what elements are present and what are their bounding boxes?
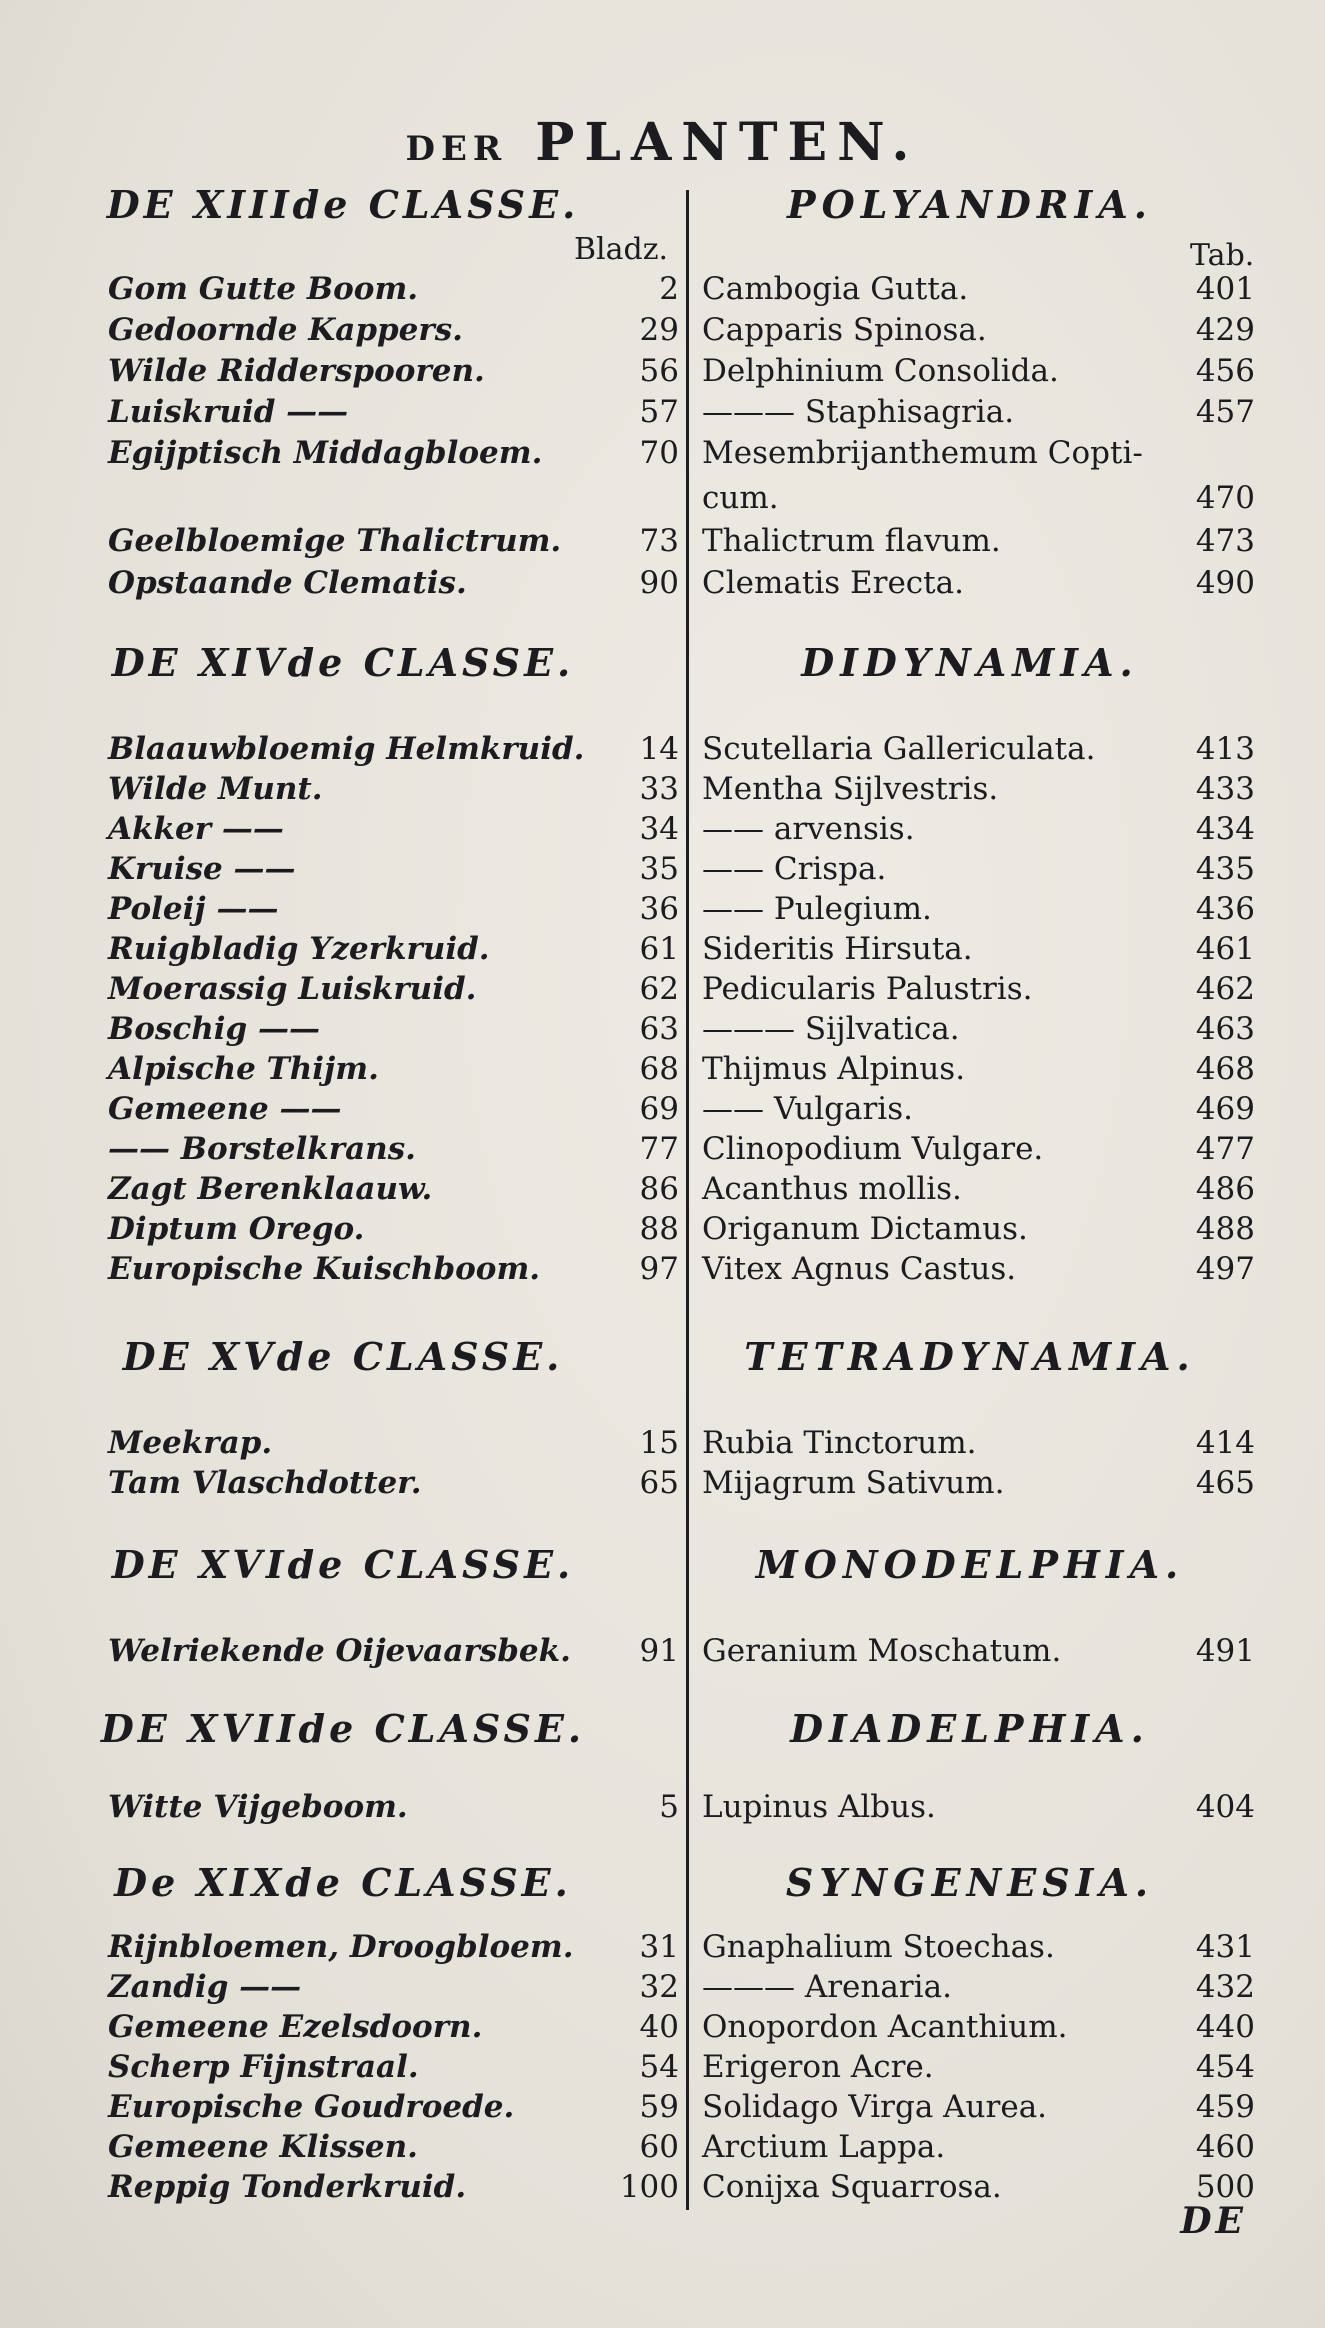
latin-name: Delphinium Consolida. — [702, 353, 1059, 389]
latin-name: Arctium Lappa. — [702, 2129, 946, 2165]
catchword: DE — [1180, 2200, 1247, 2242]
header-prefix: DER — [405, 129, 508, 169]
latin-name: Acanthus mollis. — [702, 1171, 962, 1207]
index-row — [0, 562, 1325, 604]
plate-number: 454 — [1195, 2049, 1255, 2085]
index-row — [0, 1008, 1325, 1050]
plate-number: 463 — [1195, 1011, 1255, 1047]
plate-number: 488 — [1195, 1211, 1255, 1247]
plate-number: 491 — [1195, 1633, 1255, 1669]
section-heading — [0, 1542, 1325, 1602]
order-heading: SYNGENESIA. — [785, 1860, 1155, 1905]
dutch-name: Gemeene Klissen. — [108, 2129, 418, 2165]
dutch-name: —— Borstelkrans. — [108, 1131, 416, 1167]
dutch-name: Witte Vijgeboom. — [108, 1789, 408, 1825]
dutch-name: Tam Vlaschdotter. — [108, 1465, 422, 1501]
latin-name: —— Crispa. — [702, 851, 887, 887]
index-row — [0, 848, 1325, 890]
index-row — [0, 1630, 1325, 1672]
index-row — [0, 1422, 1325, 1464]
latin-name: Pedicularis Palustris. — [702, 971, 1033, 1007]
index-row — [0, 1966, 1325, 2008]
index-row — [0, 309, 1325, 351]
page-number: 36 — [639, 891, 679, 927]
plate-number: 460 — [1195, 2129, 1255, 2165]
latin-name: cum. — [702, 480, 779, 516]
plate-number: 432 — [1195, 1969, 1255, 2005]
latin-name: Cambogia Gutta. — [702, 271, 969, 307]
index-row — [0, 768, 1325, 810]
dutch-name: Egijptisch Middagbloem. — [108, 435, 543, 471]
dutch-name: Reppig Tonderkruid. — [108, 2169, 467, 2205]
plate-number: 456 — [1195, 353, 1255, 389]
page-header — [0, 112, 1325, 173]
latin-name: Mesembrijanthemum Copti- — [702, 435, 1143, 471]
latin-name: Erigeron Acre. — [702, 2049, 934, 2085]
latin-name: Vitex Agnus Castus. — [702, 1251, 1017, 1287]
plate-number: 486 — [1195, 1171, 1255, 1207]
bladz-column-heading: Bladz. — [574, 232, 669, 267]
index-row — [0, 350, 1325, 392]
page-number: 29 — [639, 312, 679, 348]
latin-name: Rubia Tinctorum. — [702, 1425, 977, 1461]
dutch-name: Europische Goudroede. — [108, 2089, 515, 2125]
dutch-name: Gemeene Ezelsdoorn. — [108, 2009, 483, 2045]
plate-number: 500 — [1195, 2169, 1255, 2205]
page-number: 100 — [619, 2169, 679, 2205]
section-heading — [0, 1706, 1325, 1766]
plate-number: 470 — [1195, 480, 1255, 516]
section-heading — [0, 640, 1325, 700]
page-number: 61 — [639, 931, 679, 967]
latin-name: —— Pulegium. — [702, 891, 932, 927]
plate-number: 468 — [1195, 1051, 1255, 1087]
latin-name: Clinopodium Vulgare. — [702, 1131, 1044, 1167]
index-row — [0, 2126, 1325, 2168]
index-row — [0, 268, 1325, 310]
plate-number: 436 — [1195, 891, 1255, 927]
dutch-name: Gemeene —— — [108, 1091, 342, 1127]
dutch-name: Zandig —— — [108, 1969, 302, 2005]
page-number: 40 — [639, 2009, 679, 2045]
page-number: 77 — [639, 1131, 679, 1167]
dutch-name: Welriekende Oijevaarsbek. — [108, 1633, 571, 1669]
plate-number: 461 — [1195, 931, 1255, 967]
page-number: 62 — [639, 971, 679, 1007]
page-number: 5 — [659, 1789, 679, 1825]
latin-name: —— arvensis. — [702, 811, 915, 847]
index-row — [0, 1786, 1325, 1828]
order-heading: TETRADYNAMIA. — [744, 1334, 1196, 1379]
dutch-name: Kruise —— — [108, 851, 296, 887]
index-row — [0, 2086, 1325, 2128]
page-number: 2 — [659, 271, 679, 307]
page-number: 70 — [639, 435, 679, 471]
plate-number: 440 — [1195, 2009, 1255, 2045]
page-number: 32 — [639, 1969, 679, 2005]
dutch-name: Ruigbladig Yzerkruid. — [108, 931, 490, 967]
page-number: 88 — [639, 1211, 679, 1247]
index-row — [0, 1926, 1325, 1968]
index-row — [0, 888, 1325, 930]
page-number: 14 — [639, 731, 679, 767]
index-row — [0, 1048, 1325, 1090]
header-title: PLANTEN. — [535, 112, 920, 173]
page-number: 69 — [639, 1091, 679, 1127]
latin-name: Thijmus Alpinus. — [702, 1051, 966, 1087]
section-heading — [0, 1860, 1325, 1920]
index-row — [0, 928, 1325, 970]
dutch-name: Gedoornde Kappers. — [108, 312, 463, 348]
latin-name: —— Vulgaris. — [702, 1091, 913, 1127]
dutch-name: Europische Kuischboom. — [108, 1251, 541, 1287]
plate-number: 459 — [1195, 2089, 1255, 2125]
page-number: 68 — [639, 1051, 679, 1087]
dutch-name: Zagt Berenklaauw. — [108, 1171, 433, 1207]
order-heading: DIADELPHIA. — [790, 1706, 1150, 1751]
latin-name: Conijxa Squarrosa. — [702, 2169, 1002, 2205]
plate-number: 435 — [1195, 851, 1255, 887]
page-number: 33 — [639, 771, 679, 807]
plate-number: 490 — [1195, 565, 1255, 601]
dutch-name: Akker —— — [108, 811, 284, 847]
index-row — [0, 1168, 1325, 1210]
index-row — [0, 520, 1325, 562]
section-heading — [0, 182, 1325, 242]
page-number: 63 — [639, 1011, 679, 1047]
dutch-name: Geelbloemige Thalictrum. — [108, 523, 562, 559]
tab-column-heading: Tab. — [1190, 238, 1255, 273]
index-row — [0, 808, 1325, 850]
latin-name: Mijagrum Sativum. — [702, 1465, 1005, 1501]
order-heading: MONODELPHIA. — [755, 1542, 1185, 1587]
plate-number: 413 — [1195, 731, 1255, 767]
page-number: 90 — [639, 565, 679, 601]
latin-name: Gnaphalium Stoechas. — [702, 1929, 1055, 1965]
order-heading: DIDYNAMIA. — [801, 640, 1139, 685]
page-number: 97 — [639, 1251, 679, 1287]
order-heading: POLYANDRIA. — [787, 182, 1153, 227]
page-number: 86 — [639, 1171, 679, 1207]
dutch-name: Wilde Munt. — [108, 771, 323, 807]
index-row — [0, 1248, 1325, 1290]
page-number: 60 — [639, 2129, 679, 2165]
dutch-name: Rijnbloemen, Droogbloem. — [108, 1929, 574, 1965]
page-number: 65 — [639, 1465, 679, 1501]
page-number: 31 — [639, 1929, 679, 1965]
dutch-name: Luiskruid —— — [108, 394, 349, 430]
page-number: 59 — [639, 2089, 679, 2125]
latin-name: Geranium Moschatum. — [702, 1633, 1062, 1669]
dutch-name: Boschig —— — [108, 1011, 320, 1047]
latin-name: Thalictrum flavum. — [702, 523, 1001, 559]
latin-name: Origanum Dictamus. — [702, 1211, 1028, 1247]
page-number: 57 — [639, 394, 679, 430]
page-number: 34 — [639, 811, 679, 847]
plate-number: 434 — [1195, 811, 1255, 847]
plate-number: 473 — [1195, 523, 1255, 559]
plate-number: 414 — [1195, 1425, 1255, 1461]
page-number: 54 — [639, 2049, 679, 2085]
dutch-name: Alpische Thijm. — [108, 1051, 379, 1087]
plate-number: 431 — [1195, 1929, 1255, 1965]
index-row — [0, 1462, 1325, 1504]
latin-name: ——— Staphisagria. — [702, 394, 1015, 430]
plate-number: 404 — [1195, 1789, 1255, 1825]
page-number: 91 — [639, 1633, 679, 1669]
page-number: 15 — [639, 1425, 679, 1461]
dutch-name: Diptum Orego. — [108, 1211, 365, 1247]
index-row — [0, 1128, 1325, 1170]
dutch-name: Blaauwbloemig Helmkruid. — [108, 731, 585, 767]
index-row — [0, 2166, 1325, 2208]
index-row — [0, 391, 1325, 433]
index-row — [0, 728, 1325, 770]
index-row — [0, 2006, 1325, 2048]
latin-name: ——— Sijlvatica. — [702, 1011, 960, 1047]
latin-name: Scutellaria Gallericulata. — [702, 731, 1096, 767]
latin-name: Sideritis Hirsuta. — [702, 931, 973, 967]
section-heading — [0, 1334, 1325, 1394]
plate-number: 497 — [1195, 1251, 1255, 1287]
page-number: 35 — [639, 851, 679, 887]
latin-name: Solidago Virga Aurea. — [702, 2089, 1048, 2125]
dutch-name: Moerassig Luiskruid. — [108, 971, 477, 1007]
index-row — [0, 477, 1325, 519]
latin-name: Lupinus Albus. — [702, 1789, 936, 1825]
latin-name: Onopordon Acanthium. — [702, 2009, 1068, 2045]
class-heading: De XIXde CLASSE. — [114, 1860, 572, 1905]
plate-number: 465 — [1195, 1465, 1255, 1501]
dutch-name: Wilde Ridderspooren. — [108, 353, 485, 389]
class-heading: DE XVde CLASSE. — [122, 1334, 564, 1379]
plate-number: 433 — [1195, 771, 1255, 807]
class-heading: DE XIVde CLASSE. — [111, 640, 575, 685]
class-heading: DE XVIde CLASSE. — [111, 1542, 575, 1587]
dutch-name: Scherp Fijnstraal. — [108, 2049, 419, 2085]
latin-name: Mentha Sijlvestris. — [702, 771, 999, 807]
class-heading: DE XVIIde CLASSE. — [100, 1706, 586, 1751]
dutch-name: Meekrap. — [108, 1425, 273, 1461]
latin-name: ——— Arenaria. — [702, 1969, 952, 2005]
plate-number: 469 — [1195, 1091, 1255, 1127]
dutch-name: Poleij —— — [108, 891, 279, 927]
plate-number: 401 — [1195, 271, 1255, 307]
plate-number: 477 — [1195, 1131, 1255, 1167]
dutch-name: Opstaande Clematis. — [108, 565, 467, 601]
plate-number: 462 — [1195, 971, 1255, 1007]
plate-number: 457 — [1195, 394, 1255, 430]
index-row — [0, 968, 1325, 1010]
page-number: 56 — [639, 353, 679, 389]
latin-name: Clematis Erecta. — [702, 565, 964, 601]
latin-name: Capparis Spinosa. — [702, 312, 987, 348]
dutch-name: Gom Gutte Boom. — [108, 271, 419, 307]
index-row — [0, 1088, 1325, 1130]
class-heading: DE XIIIde CLASSE. — [106, 182, 580, 227]
plate-number: 429 — [1195, 312, 1255, 348]
index-row — [0, 432, 1325, 474]
page-number: 73 — [639, 523, 679, 559]
index-row — [0, 1208, 1325, 1250]
index-row — [0, 2046, 1325, 2088]
